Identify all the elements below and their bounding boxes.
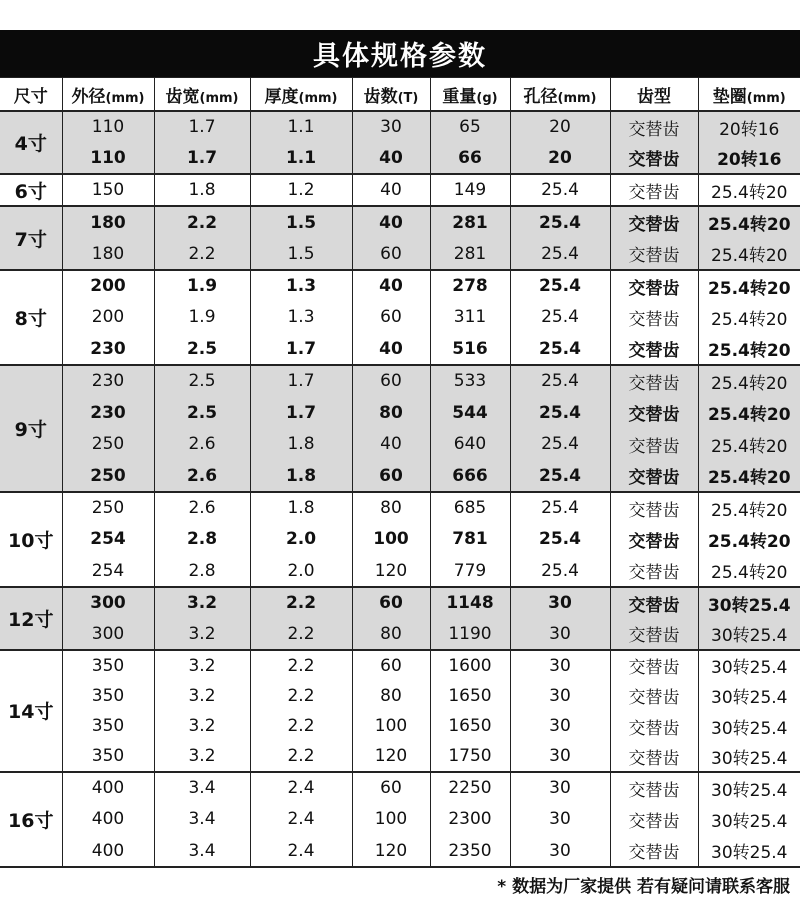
table-cell: 25.4 bbox=[510, 365, 610, 397]
table-cell: 80 bbox=[352, 397, 430, 429]
table-cell: 25.4转20 bbox=[698, 206, 800, 238]
table-cell: 1.9 bbox=[154, 270, 250, 302]
table-cell: 400 bbox=[62, 772, 154, 804]
table-cell: 交替齿 bbox=[610, 650, 698, 681]
table-cell: 30 bbox=[510, 587, 610, 619]
table-cell: 30转25.4 bbox=[698, 804, 800, 836]
table-cell: 281 bbox=[430, 238, 510, 270]
table-cell: 30转25.4 bbox=[698, 711, 800, 742]
table-cell: 交替齿 bbox=[610, 143, 698, 175]
table-cell: 110 bbox=[62, 143, 154, 175]
table-cell: 2350 bbox=[430, 835, 510, 867]
table-row bbox=[0, 302, 800, 334]
table-cell: 60 bbox=[352, 238, 430, 270]
table-row bbox=[0, 711, 800, 742]
table-cell: 30转25.4 bbox=[698, 835, 800, 867]
table-cell: 25.4转20 bbox=[698, 460, 800, 492]
column-header-unit: (mm) bbox=[557, 90, 597, 106]
table-cell: 20 bbox=[510, 143, 610, 175]
table-cell: 25.4 bbox=[510, 524, 610, 556]
table-cell: 40 bbox=[352, 174, 430, 206]
table-cell: 80 bbox=[352, 680, 430, 711]
table-cell: 1.1 bbox=[250, 111, 352, 143]
table-row bbox=[0, 270, 800, 302]
table-row bbox=[0, 428, 800, 460]
table-row bbox=[0, 680, 800, 711]
table-cell: 30 bbox=[510, 804, 610, 836]
table-cell: 交替齿 bbox=[610, 174, 698, 206]
table-cell: 2.5 bbox=[154, 333, 250, 365]
page-title: 具体规格参数 bbox=[313, 41, 487, 72]
table-cell: 20转16 bbox=[698, 143, 800, 175]
table-cell: 3.2 bbox=[154, 711, 250, 742]
table-cell: 350 bbox=[62, 741, 154, 772]
column-header-unit: (mm) bbox=[199, 90, 239, 106]
table-cell: 1148 bbox=[430, 587, 510, 619]
table-cell: 25.4转20 bbox=[698, 174, 800, 206]
table-cell: 149 bbox=[430, 174, 510, 206]
table-cell: 交替齿 bbox=[610, 587, 698, 619]
table-row bbox=[0, 555, 800, 587]
table-row bbox=[0, 741, 800, 772]
column-header bbox=[250, 78, 352, 112]
table-cell: 30转25.4 bbox=[698, 618, 800, 650]
table-cell: 281 bbox=[430, 206, 510, 238]
table-cell: 30 bbox=[510, 772, 610, 804]
table-row bbox=[0, 618, 800, 650]
table-row bbox=[0, 804, 800, 836]
table-cell: 350 bbox=[62, 650, 154, 681]
table-cell: 2.5 bbox=[154, 365, 250, 397]
table-cell: 3.2 bbox=[154, 650, 250, 681]
column-header bbox=[610, 78, 698, 112]
table-cell: 25.4转20 bbox=[698, 428, 800, 460]
table-row bbox=[0, 835, 800, 867]
table-cell: 311 bbox=[430, 302, 510, 334]
table-cell: 30 bbox=[510, 741, 610, 772]
column-header-label: 重量 bbox=[442, 86, 477, 107]
table-cell: 350 bbox=[62, 680, 154, 711]
column-header bbox=[154, 78, 250, 112]
table-cell: 1.7 bbox=[154, 143, 250, 175]
table-cell: 230 bbox=[62, 333, 154, 365]
table-cell: 60 bbox=[352, 302, 430, 334]
table-cell: 40 bbox=[352, 270, 430, 302]
table-cell: 1.9 bbox=[154, 302, 250, 334]
size-cell: 8寸 bbox=[0, 270, 62, 365]
column-header bbox=[62, 78, 154, 112]
table-cell: 交替齿 bbox=[610, 270, 698, 302]
table-cell: 120 bbox=[352, 741, 430, 772]
table-cell: 200 bbox=[62, 302, 154, 334]
table-cell: 1750 bbox=[430, 741, 510, 772]
table-cell: 交替齿 bbox=[610, 111, 698, 143]
column-header-unit: (g) bbox=[476, 90, 498, 106]
table-cell: 278 bbox=[430, 270, 510, 302]
column-header bbox=[352, 78, 430, 112]
table-cell: 110 bbox=[62, 111, 154, 143]
column-header-label: 齿宽 bbox=[165, 86, 200, 107]
table-row bbox=[0, 333, 800, 365]
table-cell: 25.4转20 bbox=[698, 555, 800, 587]
table-cell: 25.4转20 bbox=[698, 238, 800, 270]
table-cell: 30转25.4 bbox=[698, 650, 800, 681]
footnote: * 数据为厂家提供 若有疑问请联系客服 bbox=[497, 877, 790, 897]
table-cell: 25.4 bbox=[510, 174, 610, 206]
size-cell: 4寸 bbox=[0, 111, 62, 174]
table-cell: 20 bbox=[510, 111, 610, 143]
table-cell: 40 bbox=[352, 206, 430, 238]
table-cell: 400 bbox=[62, 835, 154, 867]
column-header-label: 齿型 bbox=[637, 86, 671, 107]
table-cell: 30 bbox=[510, 711, 610, 742]
table-cell: 25.4转20 bbox=[698, 365, 800, 397]
table-row bbox=[0, 524, 800, 556]
table-cell: 交替齿 bbox=[610, 772, 698, 804]
table-cell: 交替齿 bbox=[610, 555, 698, 587]
column-header-label: 垫圈 bbox=[712, 86, 747, 107]
table-cell: 交替齿 bbox=[610, 206, 698, 238]
table-cell: 779 bbox=[430, 555, 510, 587]
table-cell: 1.8 bbox=[250, 460, 352, 492]
table-cell: 1.7 bbox=[250, 333, 352, 365]
table-cell: 30转25.4 bbox=[698, 680, 800, 711]
table-cell: 516 bbox=[430, 333, 510, 365]
table-cell: 533 bbox=[430, 365, 510, 397]
table-cell: 1.3 bbox=[250, 302, 352, 334]
table-cell: 666 bbox=[430, 460, 510, 492]
table-cell: 300 bbox=[62, 587, 154, 619]
title-bar bbox=[0, 30, 800, 77]
table-cell: 25.4转20 bbox=[698, 270, 800, 302]
table-cell: 80 bbox=[352, 492, 430, 524]
table-cell: 交替齿 bbox=[610, 238, 698, 270]
table-cell: 30 bbox=[510, 680, 610, 711]
table-cell: 2.2 bbox=[250, 741, 352, 772]
table-cell: 30 bbox=[510, 618, 610, 650]
table-cell: 180 bbox=[62, 238, 154, 270]
table-cell: 1.7 bbox=[250, 365, 352, 397]
table-cell: 20转16 bbox=[698, 111, 800, 143]
table-cell: 2.2 bbox=[250, 618, 352, 650]
table-cell: 544 bbox=[430, 397, 510, 429]
column-header bbox=[510, 78, 610, 112]
size-cell: 6寸 bbox=[0, 174, 62, 206]
table-cell: 交替齿 bbox=[610, 302, 698, 334]
spec-table bbox=[0, 77, 800, 868]
table-cell: 1.8 bbox=[250, 492, 352, 524]
table-cell: 2.8 bbox=[154, 555, 250, 587]
table-cell: 1.2 bbox=[250, 174, 352, 206]
table-cell: 30 bbox=[510, 835, 610, 867]
table-cell: 1.5 bbox=[250, 238, 352, 270]
table-cell: 65 bbox=[430, 111, 510, 143]
table-cell: 25.4转20 bbox=[698, 333, 800, 365]
table-row bbox=[0, 772, 800, 804]
table-cell: 交替齿 bbox=[610, 741, 698, 772]
table-cell: 2.4 bbox=[250, 772, 352, 804]
table-cell: 30转25.4 bbox=[698, 772, 800, 804]
table-cell: 2300 bbox=[430, 804, 510, 836]
table-cell: 254 bbox=[62, 524, 154, 556]
size-cell: 7寸 bbox=[0, 206, 62, 270]
table-cell: 254 bbox=[62, 555, 154, 587]
size-cell: 9寸 bbox=[0, 365, 62, 492]
table-cell: 25.4转20 bbox=[698, 397, 800, 429]
table-cell: 25.4 bbox=[510, 238, 610, 270]
size-cell: 12寸 bbox=[0, 587, 62, 650]
column-header-unit: (T) bbox=[397, 90, 419, 106]
table-cell: 25.4转20 bbox=[698, 492, 800, 524]
table-cell: 1.1 bbox=[250, 143, 352, 175]
table-cell: 25.4 bbox=[510, 333, 610, 365]
size-cell: 16寸 bbox=[0, 772, 62, 867]
table-cell: 60 bbox=[352, 587, 430, 619]
table-cell: 2.0 bbox=[250, 524, 352, 556]
table-cell: 1.5 bbox=[250, 206, 352, 238]
table-row bbox=[0, 492, 800, 524]
table-cell: 66 bbox=[430, 143, 510, 175]
table-cell: 交替齿 bbox=[610, 365, 698, 397]
table-cell: 1.3 bbox=[250, 270, 352, 302]
column-header bbox=[0, 78, 62, 112]
table-cell: 25.4 bbox=[510, 460, 610, 492]
table-cell: 3.4 bbox=[154, 772, 250, 804]
table-cell: 交替齿 bbox=[610, 460, 698, 492]
table-cell: 1600 bbox=[430, 650, 510, 681]
table-cell: 25.4 bbox=[510, 428, 610, 460]
table-cell: 350 bbox=[62, 711, 154, 742]
table-cell: 2.4 bbox=[250, 835, 352, 867]
table-cell: 交替齿 bbox=[610, 711, 698, 742]
table-cell: 交替齿 bbox=[610, 333, 698, 365]
table-cell: 80 bbox=[352, 618, 430, 650]
column-header-label: 孔径 bbox=[523, 86, 558, 107]
table-row bbox=[0, 143, 800, 175]
table-cell: 230 bbox=[62, 397, 154, 429]
table-cell: 1.8 bbox=[154, 174, 250, 206]
table-cell: 250 bbox=[62, 428, 154, 460]
table-cell: 120 bbox=[352, 555, 430, 587]
table-cell: 40 bbox=[352, 143, 430, 175]
table-row bbox=[0, 587, 800, 619]
table-cell: 1.7 bbox=[250, 397, 352, 429]
table-cell: 2.2 bbox=[154, 238, 250, 270]
table-cell: 2.2 bbox=[250, 650, 352, 681]
table-cell: 100 bbox=[352, 804, 430, 836]
table-cell: 交替齿 bbox=[610, 492, 698, 524]
table-cell: 230 bbox=[62, 365, 154, 397]
table-cell: 3.2 bbox=[154, 680, 250, 711]
table-cell: 2.4 bbox=[250, 804, 352, 836]
table-cell: 30转25.4 bbox=[698, 587, 800, 619]
table-cell: 30转25.4 bbox=[698, 741, 800, 772]
table-row bbox=[0, 397, 800, 429]
table-cell: 2.6 bbox=[154, 428, 250, 460]
table-cell: 100 bbox=[352, 711, 430, 742]
table-cell: 60 bbox=[352, 650, 430, 681]
table-row bbox=[0, 238, 800, 270]
table-cell: 交替齿 bbox=[610, 835, 698, 867]
table-cell: 3.4 bbox=[154, 804, 250, 836]
table-cell: 1190 bbox=[430, 618, 510, 650]
table-cell: 2.8 bbox=[154, 524, 250, 556]
table-cell: 30 bbox=[352, 111, 430, 143]
table-cell: 25.4 bbox=[510, 397, 610, 429]
table-cell: 2.2 bbox=[250, 587, 352, 619]
table-cell: 40 bbox=[352, 428, 430, 460]
table-cell: 60 bbox=[352, 460, 430, 492]
table-cell: 685 bbox=[430, 492, 510, 524]
table-cell: 3.2 bbox=[154, 618, 250, 650]
table-row bbox=[0, 650, 800, 681]
table-cell: 3.2 bbox=[154, 587, 250, 619]
header-row bbox=[0, 78, 800, 112]
table-cell: 180 bbox=[62, 206, 154, 238]
table-cell: 300 bbox=[62, 618, 154, 650]
column-header bbox=[430, 78, 510, 112]
table-cell: 640 bbox=[430, 428, 510, 460]
table-cell: 交替齿 bbox=[610, 804, 698, 836]
column-header-label: 齿数 bbox=[363, 86, 398, 107]
table-cell: 25.4转20 bbox=[698, 302, 800, 334]
table-cell: 交替齿 bbox=[610, 428, 698, 460]
table-cell: 2.6 bbox=[154, 460, 250, 492]
table-cell: 2250 bbox=[430, 772, 510, 804]
table-body bbox=[0, 111, 800, 867]
column-header-unit: (mm) bbox=[298, 90, 338, 106]
column-header-label: 外径 bbox=[71, 86, 106, 107]
table-cell: 2.2 bbox=[250, 711, 352, 742]
table-cell: 781 bbox=[430, 524, 510, 556]
table-cell: 2.0 bbox=[250, 555, 352, 587]
table-cell: 2.6 bbox=[154, 492, 250, 524]
table-cell: 交替齿 bbox=[610, 397, 698, 429]
column-header-unit: (mm) bbox=[746, 90, 786, 106]
table-cell: 60 bbox=[352, 365, 430, 397]
table-cell: 3.4 bbox=[154, 835, 250, 867]
table-cell: 25.4 bbox=[510, 206, 610, 238]
table-cell: 25.4转20 bbox=[698, 524, 800, 556]
column-header-label: 尺寸 bbox=[13, 86, 48, 107]
table-cell: 40 bbox=[352, 333, 430, 365]
table-cell: 25.4 bbox=[510, 492, 610, 524]
column-header-unit: (mm) bbox=[105, 90, 145, 106]
table-row bbox=[0, 174, 800, 206]
table-row bbox=[0, 460, 800, 492]
table-cell: 250 bbox=[62, 492, 154, 524]
table-cell: 60 bbox=[352, 772, 430, 804]
table-cell: 30 bbox=[510, 650, 610, 681]
table-cell: 200 bbox=[62, 270, 154, 302]
table-cell: 2.2 bbox=[250, 680, 352, 711]
table-row bbox=[0, 365, 800, 397]
table-cell: 1650 bbox=[430, 711, 510, 742]
table-cell: 1.7 bbox=[154, 111, 250, 143]
table-cell: 3.2 bbox=[154, 741, 250, 772]
table-cell: 250 bbox=[62, 460, 154, 492]
table-cell: 交替齿 bbox=[610, 680, 698, 711]
size-cell: 10寸 bbox=[0, 492, 62, 587]
table-cell: 交替齿 bbox=[610, 524, 698, 556]
table-cell: 2.5 bbox=[154, 397, 250, 429]
table-row bbox=[0, 206, 800, 238]
table-cell: 120 bbox=[352, 835, 430, 867]
table-cell: 25.4 bbox=[510, 555, 610, 587]
table-cell: 1650 bbox=[430, 680, 510, 711]
table-cell: 1.8 bbox=[250, 428, 352, 460]
column-header bbox=[698, 78, 800, 112]
table-cell: 100 bbox=[352, 524, 430, 556]
column-header-label: 厚度 bbox=[264, 86, 299, 107]
table-cell: 交替齿 bbox=[610, 618, 698, 650]
table-cell: 25.4 bbox=[510, 270, 610, 302]
table-cell: 2.2 bbox=[154, 206, 250, 238]
table-cell: 400 bbox=[62, 804, 154, 836]
size-cell: 14寸 bbox=[0, 650, 62, 772]
table-cell: 150 bbox=[62, 174, 154, 206]
table-row bbox=[0, 111, 800, 143]
table-cell: 25.4 bbox=[510, 302, 610, 334]
